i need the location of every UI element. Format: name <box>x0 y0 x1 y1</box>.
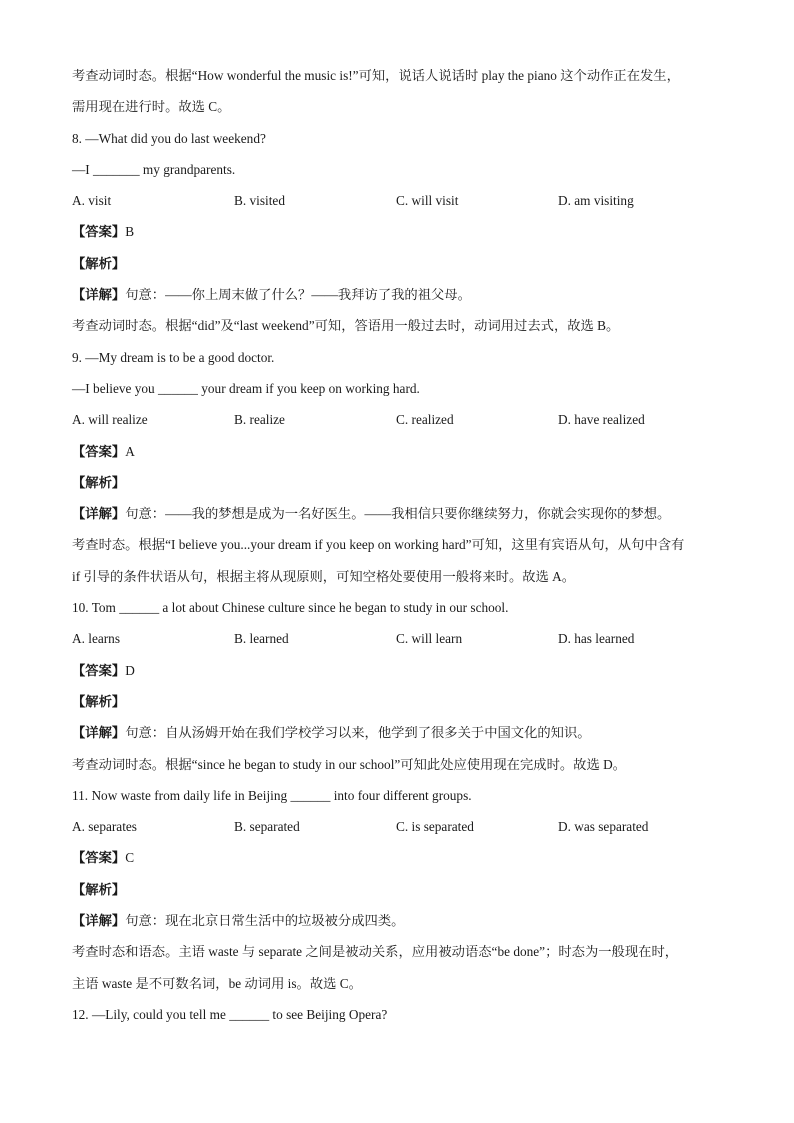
question-stem: —I _______ my grandparents. <box>72 161 236 177</box>
explanation-line: 考查动词时态。根据“since he began to study in our school”可知此处应使用现在完成时。故选 D。 <box>72 756 626 772</box>
option-choice: D. am visiting <box>558 193 634 209</box>
detail-text: 句意：——你上周末做了什么？——我拜访了我的祖父母。 <box>125 287 471 303</box>
option-choice: C. will visit <box>396 193 459 209</box>
option-choice: D. have realized <box>558 412 645 428</box>
option-choice: C. realized <box>396 412 454 428</box>
detail-line <box>72 717 732 748</box>
analysis-line <box>72 248 732 279</box>
option-choice: B. learned <box>234 631 289 647</box>
detail-label: 【详解】 <box>72 506 126 522</box>
option-choice: D. was separated <box>558 819 649 835</box>
detail-line <box>72 279 732 310</box>
question-block <box>72 342 732 592</box>
explanation-line: 考查时态和语态。主语 waste 与 separate 之间是被动关系，应用被动语态“be done”；时态为一般现在时， <box>72 944 679 960</box>
analysis-line <box>72 686 732 717</box>
analysis-label: 【解析】 <box>72 881 126 897</box>
question-stem: 9. —My dream is to be a good doctor. <box>72 349 275 365</box>
option-choice: D. has learned <box>558 631 635 647</box>
explanation-line: 主语 waste 是不可数名词，be 动词用 is。故选 C。 <box>72 975 362 991</box>
explanation-line: 需用现在进行时。故选 C。 <box>72 99 231 115</box>
answer-value: D <box>125 662 135 678</box>
option-choice: A. will realize <box>72 412 148 428</box>
analysis-line <box>72 467 732 498</box>
answer-value: C <box>125 850 135 866</box>
question-stem: 10. Tom ______ a lot about Chinese culture since he began to study in our school. <box>72 600 509 616</box>
detail-text: 句意：现在北京日常生活中的垃圾被分成四类。 <box>125 913 405 929</box>
question-block <box>72 592 732 780</box>
answer-line <box>72 216 732 247</box>
answer-line <box>72 842 732 873</box>
detail-label: 【详解】 <box>72 287 126 303</box>
question-block <box>72 780 732 999</box>
question-list <box>72 123 732 999</box>
analysis-line <box>72 874 732 905</box>
options-row <box>72 811 732 842</box>
answer-label: 【答案】 <box>72 850 126 866</box>
options-row <box>72 185 732 216</box>
question-stem: 8. —What did you do last weekend? <box>72 130 266 146</box>
analysis-label: 【解析】 <box>72 474 126 490</box>
explanation-line: 考查动词时态。根据“How wonderful the music is!”可知，说话人说话时 play the piano 这个动作正在发生， <box>72 68 680 83</box>
option-choice: B. realize <box>234 412 285 428</box>
answer-line <box>72 436 732 467</box>
answer-value: A <box>125 443 135 459</box>
detail-line <box>72 498 732 529</box>
question-stem: 11. Now waste from daily life in Beijing ______ into four different groups. <box>72 787 472 803</box>
option-choice: B. visited <box>234 193 285 209</box>
option-choice: B. separated <box>234 819 300 835</box>
question-stem: —I believe you ______ your dream if you keep on working hard. <box>72 380 420 396</box>
question-block <box>72 123 732 342</box>
explanation-line: if 引导的条件状语从句，根据主将从现原则，可知空格处要使用一般将来时。故选 A。 <box>72 568 576 584</box>
answer-label: 【答案】 <box>72 662 126 678</box>
option-choice: A. separates <box>72 819 137 835</box>
detail-label: 【详解】 <box>72 913 126 929</box>
option-choice: A. learns <box>72 631 120 647</box>
answer-label: 【答案】 <box>72 224 126 240</box>
options-row <box>72 623 732 654</box>
answer-label: 【答案】 <box>72 443 126 459</box>
answer-value: B <box>125 224 135 240</box>
analysis-label: 【解析】 <box>72 255 126 271</box>
explanation-line: 考查时态。根据“I believe you...your dream if you keep on working hard”可知，这里有宾语从句，从句中含有 <box>72 537 685 553</box>
option-choice: C. will learn <box>396 631 463 647</box>
analysis-label: 【解析】 <box>72 693 126 709</box>
detail-line <box>72 905 732 936</box>
document-page <box>72 60 732 1030</box>
explanation-line: 考查动词时态。根据“did”及“last weekend”可知，答语用一般过去时，动词用过去式，故选 B。 <box>72 318 620 334</box>
detail-text: 句意：自从汤姆开始在我们学校学习以来，他学到了很多关于中国文化的知识。 <box>125 725 591 741</box>
answer-line <box>72 655 732 686</box>
question-stem: 12. —Lily, could you tell me ______ to see Beijing Opera? <box>72 1006 388 1022</box>
detail-text: 句意：——我的梦想是成为一名好医生。——我相信只要你继续努力，你就会实现你的梦想。 <box>125 506 671 522</box>
detail-label: 【详解】 <box>72 725 126 741</box>
option-choice: A. visit <box>72 193 112 209</box>
options-row <box>72 404 732 435</box>
option-choice: C. is separated <box>396 819 474 835</box>
